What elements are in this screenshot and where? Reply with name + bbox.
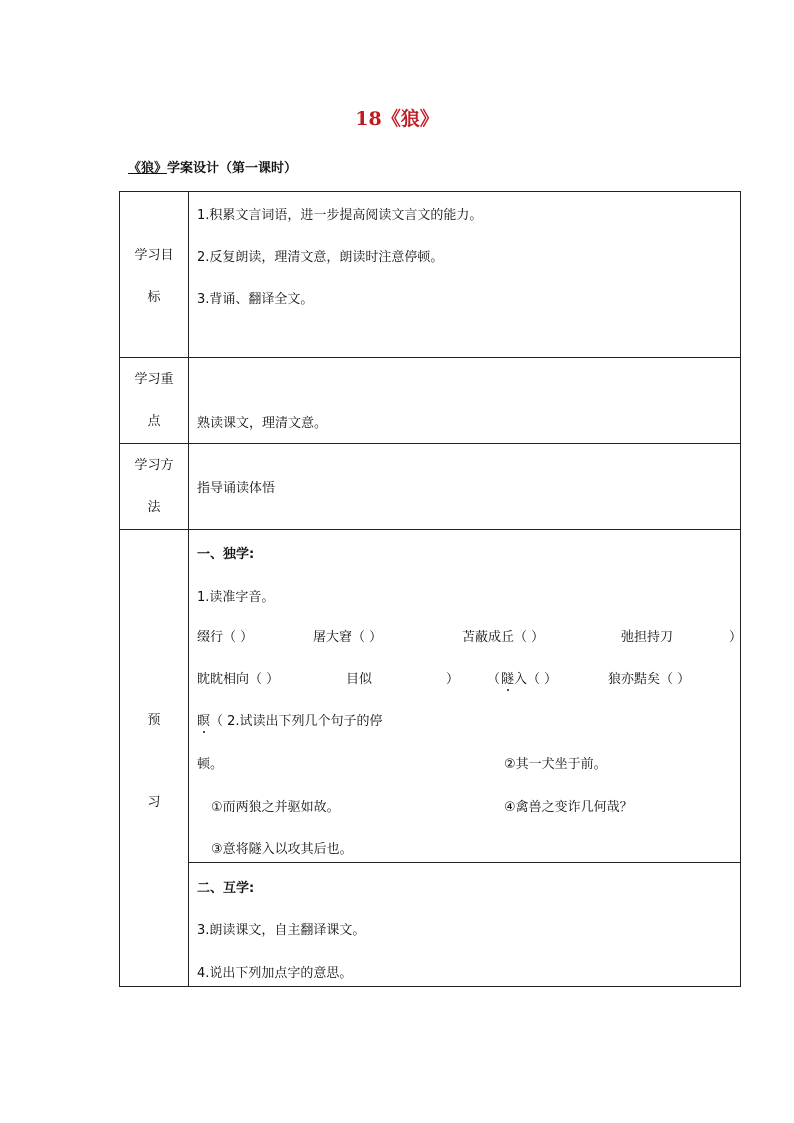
pinyin-blank bbox=[197, 710, 383, 729]
key-points-label-line2: 点 bbox=[147, 414, 161, 429]
methods-content bbox=[189, 444, 741, 530]
key-points-row bbox=[120, 358, 741, 444]
methods-text: 指导诵读体悟 bbox=[197, 481, 276, 496]
subtitle-rest: 学案设计（第一课时） bbox=[167, 161, 298, 176]
pause-instruction-end: 顿。 bbox=[197, 757, 224, 772]
self-study-item1: 1.读准字音。 bbox=[197, 590, 275, 605]
pinyin-blank: 目似 bbox=[346, 672, 373, 687]
preview-self-study-row bbox=[120, 530, 741, 863]
lesson-plan-table bbox=[119, 191, 741, 987]
pinyin-blank: （ bbox=[487, 672, 501, 687]
goals-row bbox=[120, 192, 741, 358]
mutual-study-content bbox=[189, 863, 741, 987]
sentence-item: ④禽兽之变诈几何哉？ bbox=[504, 800, 633, 815]
lesson-subtitle bbox=[128, 157, 297, 176]
pinyin-blank bbox=[501, 668, 557, 687]
sentence-item: ②其一犬坐于前。 bbox=[504, 757, 607, 772]
key-points-label-line1: 学习重 bbox=[134, 372, 174, 387]
sentence-item: ③意将隧入以攻其后也。 bbox=[211, 842, 353, 857]
pause-instruction: （ 2.试读出下列几个句子的停 bbox=[210, 714, 383, 729]
document-title: 18《狼》 bbox=[355, 108, 439, 130]
pinyin-blank: ） bbox=[729, 630, 743, 645]
subtitle-book: 《狼》 bbox=[128, 161, 168, 176]
goal-item: 2.反复朗读，理清文意，朗读时注意停顿。 bbox=[197, 250, 444, 265]
methods-label-line2: 法 bbox=[147, 500, 161, 515]
methods-label-line1: 学习方 bbox=[134, 458, 174, 473]
methods-row bbox=[120, 444, 741, 530]
pinyin-blank: 缀行（ ） bbox=[197, 630, 254, 645]
pinyin-blank: 屠大窘（ ） bbox=[313, 630, 383, 645]
mutual-study-item3: 3.朗读课文，自主翻译课文。 bbox=[197, 923, 366, 938]
dotted-char: 瞑 bbox=[197, 710, 210, 729]
preview-label bbox=[120, 530, 189, 987]
goal-item: 1.积累文言词语，进一步提高阅读文言文的能力。 bbox=[197, 208, 483, 223]
dotted-char: 隧 bbox=[501, 668, 514, 687]
self-study-content bbox=[189, 530, 741, 863]
sentence-item: ①而两狼之并驱如故。 bbox=[211, 800, 340, 815]
mutual-study-item4: 4.说出下列加点字的意思。 bbox=[197, 966, 353, 981]
pinyin-blank-rest: 入（ ） bbox=[514, 672, 558, 687]
pinyin-blank: ） bbox=[446, 672, 460, 687]
key-points-content bbox=[189, 358, 741, 444]
self-study-heading: 一、独学: bbox=[197, 547, 255, 562]
goal-item: 3.背诵、翻译全文。 bbox=[197, 292, 314, 307]
preview-label-line1: 预 bbox=[147, 713, 161, 728]
goals-label-line1: 学习目 bbox=[134, 248, 174, 263]
pinyin-blank: 狼亦黠矣（ ） bbox=[608, 672, 691, 687]
goals-label-line2: 标 bbox=[147, 290, 161, 305]
pinyin-blank: 弛担持刀 bbox=[621, 630, 674, 645]
key-points-label bbox=[120, 358, 189, 444]
goals-label bbox=[120, 192, 189, 358]
preview-label-line2: 习 bbox=[147, 795, 161, 810]
pinyin-blank: 眈眈相向（ ） bbox=[197, 672, 280, 687]
preview-mutual-study-row bbox=[120, 863, 741, 987]
goals-content bbox=[189, 192, 741, 358]
pinyin-blank: 苫蔽成丘（ ） bbox=[462, 630, 545, 645]
methods-label bbox=[120, 444, 189, 530]
mutual-study-heading: 二、互学: bbox=[197, 881, 255, 896]
key-points-text: 熟读课文，理清文意。 bbox=[197, 416, 328, 431]
